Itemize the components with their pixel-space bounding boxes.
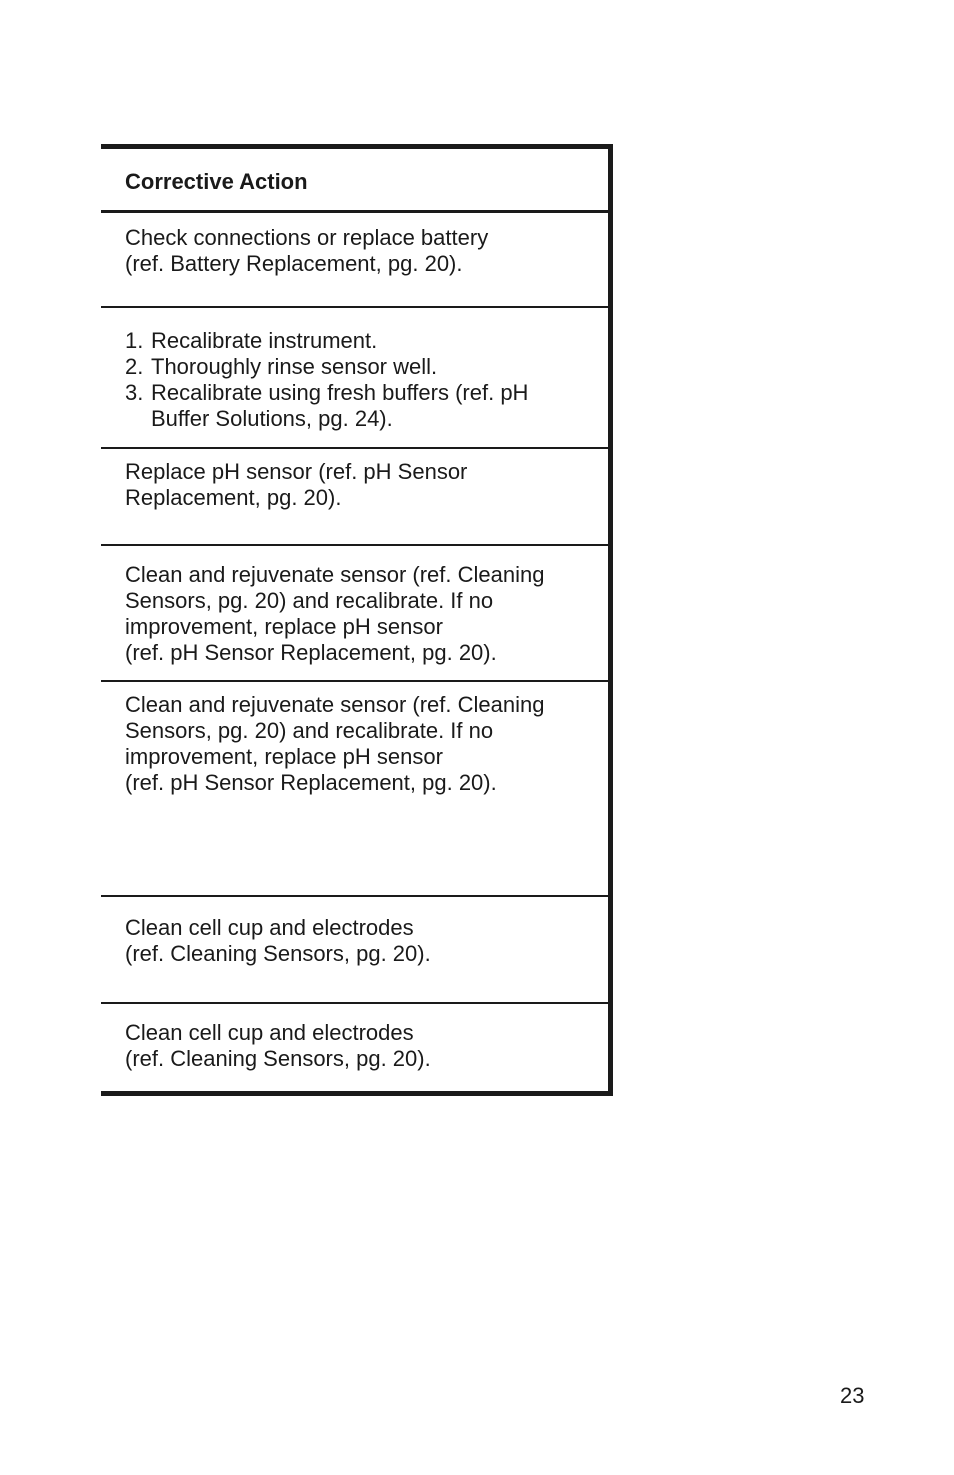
table-row xyxy=(101,308,608,449)
list-text-block xyxy=(151,380,528,432)
row-text: (ref. Battery Replacement, pg. 20). xyxy=(125,251,463,276)
row-text: improvement, replace pH sensor xyxy=(125,614,443,639)
page-number: 23 xyxy=(840,1383,865,1408)
list-text: Thoroughly rinse sensor well. xyxy=(151,354,438,379)
row-text: Clean and rejuvenate sensor (ref. Cleaning xyxy=(125,562,545,587)
list-number: 2. xyxy=(125,354,144,379)
row-text: Clean cell cup and electrodes xyxy=(125,1020,414,1045)
list-text: Buffer Solutions, pg. 24). xyxy=(151,406,393,431)
row-text: Clean cell cup and electrodes xyxy=(125,915,414,940)
column-header-corrective-action: Corrective Action xyxy=(125,169,308,194)
table-row xyxy=(101,213,608,308)
list-item xyxy=(125,380,598,432)
row-text: Check connections or replace battery xyxy=(125,225,489,250)
table-header xyxy=(101,149,608,213)
row-text: Sensors, pg. 20) and recalibrate. If no xyxy=(125,588,494,613)
list-item xyxy=(125,328,598,354)
row-text: (ref. Cleaning Sensors, pg. 20). xyxy=(125,941,431,966)
list-text: Recalibrate using fresh buffers (ref. pH xyxy=(151,380,529,405)
list-number: 3. xyxy=(125,380,144,405)
table-row xyxy=(101,682,608,897)
row-text: (ref. pH Sensor Replacement, pg. 20). xyxy=(125,770,497,795)
table-row xyxy=(101,1004,608,1091)
row-text: Replace pH sensor (ref. pH Sensor xyxy=(125,459,468,484)
list-item xyxy=(125,354,598,380)
row-text: Replacement, pg. 20). xyxy=(125,485,342,510)
row-text: (ref. pH Sensor Replacement, pg. 20). xyxy=(125,640,497,665)
row-text: (ref. Cleaning Sensors, pg. 20). xyxy=(125,1046,431,1071)
table-row xyxy=(101,449,608,546)
table-row xyxy=(101,897,608,1004)
table-row xyxy=(101,546,608,682)
list-text: Recalibrate instrument. xyxy=(151,328,378,353)
row-text: Clean and rejuvenate sensor (ref. Cleaning xyxy=(125,692,545,717)
corrective-action-table xyxy=(101,144,613,1096)
row-text: improvement, replace pH sensor xyxy=(125,744,443,769)
list-number: 1. xyxy=(125,328,144,353)
row-text: Sensors, pg. 20) and recalibrate. If no xyxy=(125,718,494,743)
